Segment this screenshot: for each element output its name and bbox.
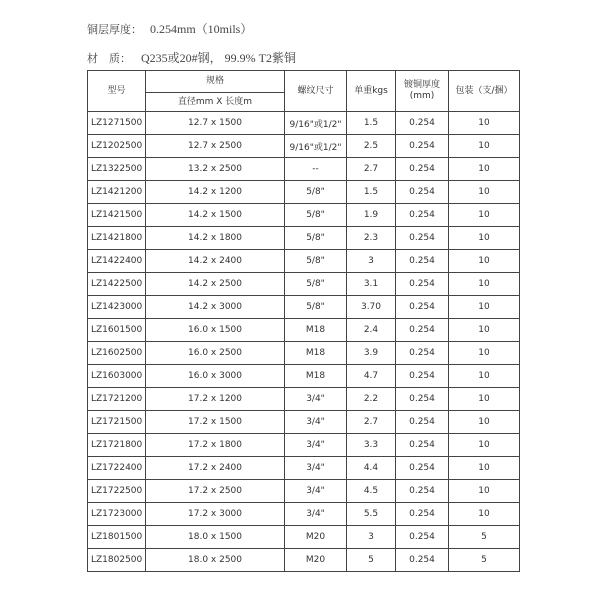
cell-spec: 17.2 x 3000 <box>146 503 285 526</box>
cell-spec: 16.0 x 3000 <box>146 365 285 388</box>
cell-thread-size: 3/4" <box>285 480 347 503</box>
table-row <box>88 227 520 250</box>
cell-spec: 12.7 x 2500 <box>146 135 285 158</box>
cell-plating-thickness: 0.254 <box>396 135 449 158</box>
cell-spec: 17.2 x 2500 <box>146 480 285 503</box>
cell-unit-weight: 3.1 <box>347 273 396 296</box>
cell-packing: 10 <box>449 319 520 342</box>
cell-spec: 18.0 x 1500 <box>146 526 285 549</box>
cell-packing: 10 <box>449 227 520 250</box>
cell-plating-thickness: 0.254 <box>396 411 449 434</box>
cell-thread-size: 9/16"或1/2" <box>285 135 347 158</box>
header-thread-size: 螺纹尺寸 <box>285 71 347 112</box>
header-unit-weight: 单重kgs <box>347 71 396 112</box>
cell-unit-weight: 1.5 <box>347 181 396 204</box>
header-plating-line2: (mm) <box>409 91 435 101</box>
cell-spec: 14.2 x 1200 <box>146 181 285 204</box>
cell-packing: 5 <box>449 526 520 549</box>
table-row <box>88 480 520 503</box>
cell-plating-thickness: 0.254 <box>396 365 449 388</box>
cell-model: LZ1801500 <box>88 526 146 549</box>
cell-thread-size: M18 <box>285 365 347 388</box>
cell-packing: 10 <box>449 296 520 319</box>
cell-model: LZ1723000 <box>88 503 146 526</box>
cell-spec: 12.7 x 1500 <box>146 112 285 135</box>
table-body <box>88 112 520 572</box>
table-row <box>88 135 520 158</box>
cell-unit-weight: 3.9 <box>347 342 396 365</box>
cell-model: LZ1602500 <box>88 342 146 365</box>
copper-thickness-line <box>87 20 252 37</box>
table-row <box>88 273 520 296</box>
table-row <box>88 181 520 204</box>
header-spec-sub: 直径mm X 长度m <box>146 93 285 112</box>
cell-model: LZ1421800 <box>88 227 146 250</box>
cell-packing: 10 <box>449 112 520 135</box>
cell-model: LZ1721200 <box>88 388 146 411</box>
table-row <box>88 296 520 319</box>
cell-thread-size: M18 <box>285 319 347 342</box>
table-row <box>88 342 520 365</box>
cell-plating-thickness: 0.254 <box>396 480 449 503</box>
cell-thread-size: 3/4" <box>285 388 347 411</box>
cell-unit-weight: 2.7 <box>347 411 396 434</box>
cell-packing: 10 <box>449 158 520 181</box>
cell-model: LZ1421200 <box>88 181 146 204</box>
header-packing: 包装（支/捆） <box>449 71 520 112</box>
cell-spec: 14.2 x 2500 <box>146 273 285 296</box>
cell-thread-size: 3/4" <box>285 411 347 434</box>
cell-unit-weight: 3.70 <box>347 296 396 319</box>
cell-spec: 14.2 x 3000 <box>146 296 285 319</box>
header-plating-thickness <box>396 71 449 112</box>
cell-plating-thickness: 0.254 <box>396 457 449 480</box>
cell-spec: 16.0 x 2500 <box>146 342 285 365</box>
cell-unit-weight: 1.5 <box>347 112 396 135</box>
cell-spec: 14.2 x 1800 <box>146 227 285 250</box>
cell-packing: 10 <box>449 434 520 457</box>
header-model: 型号 <box>88 71 146 112</box>
cell-thread-size: M20 <box>285 549 347 572</box>
cell-plating-thickness: 0.254 <box>396 227 449 250</box>
cell-plating-thickness: 0.254 <box>396 204 449 227</box>
cell-thread-size: 5/8" <box>285 181 347 204</box>
cell-thread-size: 5/8" <box>285 227 347 250</box>
cell-thread-size: 5/8" <box>285 273 347 296</box>
cell-packing: 10 <box>449 411 520 434</box>
cell-plating-thickness: 0.254 <box>396 388 449 411</box>
cell-thread-size: 3/4" <box>285 503 347 526</box>
cell-spec: 17.2 x 1500 <box>146 411 285 434</box>
cell-model: LZ1422500 <box>88 273 146 296</box>
cell-thread-size: -- <box>285 158 347 181</box>
cell-plating-thickness: 0.254 <box>396 296 449 319</box>
cell-packing: 5 <box>449 549 520 572</box>
cell-unit-weight: 5.5 <box>347 503 396 526</box>
cell-spec: 13.2 x 2500 <box>146 158 285 181</box>
cell-unit-weight: 2.3 <box>347 227 396 250</box>
table-header <box>88 71 520 112</box>
cell-unit-weight: 2.5 <box>347 135 396 158</box>
copper-thickness-value: 0.254mm（10mils） <box>150 22 253 36</box>
cell-thread-size: 9/16"或1/2" <box>285 112 347 135</box>
cell-thread-size: M18 <box>285 342 347 365</box>
header-plating-line1: 镀铜厚度 <box>403 80 440 90</box>
cell-packing: 10 <box>449 480 520 503</box>
table-row <box>88 388 520 411</box>
cell-thread-size: 5/8" <box>285 250 347 273</box>
cell-packing: 10 <box>449 181 520 204</box>
cell-unit-weight: 5 <box>347 549 396 572</box>
table-row <box>88 365 520 388</box>
cell-packing: 10 <box>449 503 520 526</box>
table-row <box>88 457 520 480</box>
cell-unit-weight: 3 <box>347 526 396 549</box>
cell-plating-thickness: 0.254 <box>396 526 449 549</box>
cell-unit-weight: 3.3 <box>347 434 396 457</box>
cell-plating-thickness: 0.254 <box>396 250 449 273</box>
cell-model: LZ1271500 <box>88 112 146 135</box>
cell-packing: 10 <box>449 365 520 388</box>
cell-packing: 10 <box>449 250 520 273</box>
table-row <box>88 434 520 457</box>
cell-model: LZ1721800 <box>88 434 146 457</box>
cell-thread-size: 3/4" <box>285 457 347 480</box>
cell-spec: 14.2 x 1500 <box>146 204 285 227</box>
cell-model: LZ1722400 <box>88 457 146 480</box>
cell-plating-thickness: 0.254 <box>396 549 449 572</box>
cell-thread-size: M20 <box>285 526 347 549</box>
table-row <box>88 319 520 342</box>
cell-unit-weight: 3 <box>347 250 396 273</box>
copper-thickness-label: 铜层厚度： <box>87 23 142 36</box>
cell-unit-weight: 4.4 <box>347 457 396 480</box>
cell-spec: 18.0 x 2500 <box>146 549 285 572</box>
material-value: Q235或20#钢， 99.9% T2紫铜 <box>141 51 296 65</box>
cell-spec: 17.2 x 2400 <box>146 457 285 480</box>
cell-packing: 10 <box>449 273 520 296</box>
cell-model: LZ1802500 <box>88 549 146 572</box>
table-row <box>88 158 520 181</box>
cell-plating-thickness: 0.254 <box>396 181 449 204</box>
cell-packing: 10 <box>449 457 520 480</box>
cell-unit-weight: 1.9 <box>347 204 396 227</box>
cell-unit-weight: 4.7 <box>347 365 396 388</box>
cell-packing: 10 <box>449 135 520 158</box>
cell-thread-size: 5/8" <box>285 296 347 319</box>
cell-spec: 17.2 x 1200 <box>146 388 285 411</box>
cell-model: LZ1421500 <box>88 204 146 227</box>
cell-plating-thickness: 0.254 <box>396 319 449 342</box>
header-spec: 规格 <box>146 71 285 93</box>
cell-packing: 10 <box>449 342 520 365</box>
material-label: 材 质： <box>87 52 131 65</box>
table-row <box>88 411 520 434</box>
cell-plating-thickness: 0.254 <box>396 273 449 296</box>
cell-model: LZ1601500 <box>88 319 146 342</box>
cell-model: LZ1722500 <box>88 480 146 503</box>
table-row <box>88 250 520 273</box>
cell-unit-weight: 2.2 <box>347 388 396 411</box>
cell-plating-thickness: 0.254 <box>396 158 449 181</box>
cell-spec: 14.2 x 2400 <box>146 250 285 273</box>
cell-unit-weight: 2.7 <box>347 158 396 181</box>
cell-plating-thickness: 0.254 <box>396 112 449 135</box>
cell-packing: 10 <box>449 388 520 411</box>
cell-model: LZ1322500 <box>88 158 146 181</box>
cell-thread-size: 3/4" <box>285 434 347 457</box>
table-row <box>88 503 520 526</box>
cell-spec: 17.2 x 1800 <box>146 434 285 457</box>
cell-plating-thickness: 0.254 <box>396 434 449 457</box>
table-row <box>88 549 520 572</box>
cell-model: LZ1721500 <box>88 411 146 434</box>
material-line <box>87 49 296 66</box>
table-row <box>88 526 520 549</box>
cell-thread-size: 5/8" <box>285 204 347 227</box>
cell-model: LZ1422400 <box>88 250 146 273</box>
cell-spec: 16.0 x 1500 <box>146 319 285 342</box>
cell-model: LZ1202500 <box>88 135 146 158</box>
specifications-table <box>87 70 520 572</box>
cell-packing: 10 <box>449 204 520 227</box>
table-row <box>88 204 520 227</box>
cell-model: LZ1603000 <box>88 365 146 388</box>
cell-unit-weight: 4.5 <box>347 480 396 503</box>
cell-unit-weight: 2.4 <box>347 319 396 342</box>
cell-plating-thickness: 0.254 <box>396 503 449 526</box>
table-row <box>88 112 520 135</box>
cell-model: LZ1423000 <box>88 296 146 319</box>
cell-plating-thickness: 0.254 <box>396 342 449 365</box>
